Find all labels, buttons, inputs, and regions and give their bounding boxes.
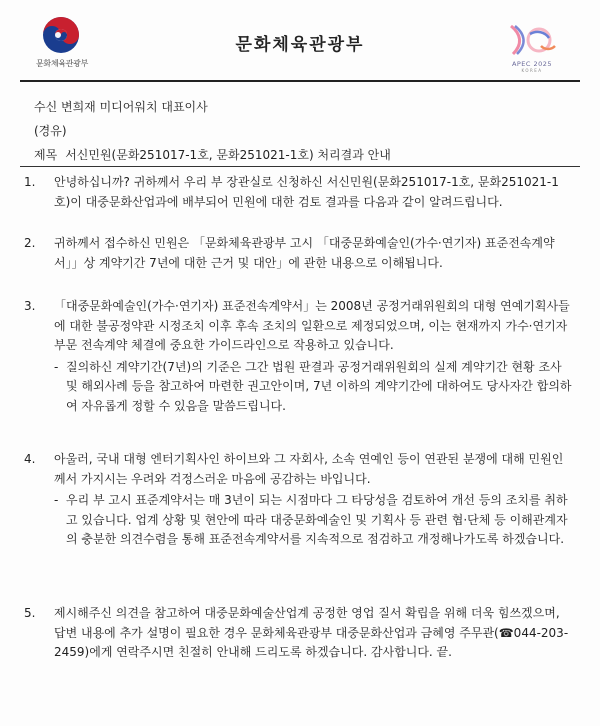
paragraph-2	[24, 234, 572, 273]
paragraph-5	[24, 604, 572, 663]
subpoint-text: 질의하신 계약기간(7년)의 기준은 그간 법원 판결과 공정거래위원회의 실제 계약기간 현황 조사 및 해외사례 등을 참고하여 마련한 권고안이며, 7년 이하의 계약기간에 대하여도 당사자간 합의하여 자유롭게 정할 수 있음을 말씀드립니다.	[66, 359, 572, 413]
paragraph-subpoint: - 질의하신 계약기간(7년)의 기준은 그간 법원 판결과 공정거래위원회의 실제 계약기간 현황 조사 및 해외사례 등을 참고하여 마련한 권고안이며, 7년 이하의 계약기간에 대하여도 당사자간 합의하여 자유롭게 정할 수 있음을 말씀드립니다.	[54, 358, 572, 417]
paragraph-3	[24, 297, 572, 416]
recipient-line: 수신 변희재 미디어워치 대표이사	[34, 100, 208, 114]
subject-line	[34, 146, 391, 163]
paragraph-number: 4.	[24, 452, 36, 466]
paragraph-number: 2.	[24, 236, 36, 250]
apec-logo-subtext: KOREA	[521, 68, 543, 73]
apec-logo	[497, 20, 567, 75]
subject-divider	[20, 166, 580, 167]
ministry-logo-text: 문화체육관광부	[36, 59, 88, 68]
paragraph-subpoint: - 우리 부 고시 표준계약서는 매 3년이 되는 시점마다 그 타당성을 검토하여 개선 등의 조치를 취하고 있습니다. 업계 상황 및 현안에 따라 대중문화예술인 및 기획사 등 관련 협·단체 등 이해관계자의 충분한 의견수렴을 통해 표준전속계약서를 지속적으로 점검하고 개정해나가도록 하겠습니다.	[54, 491, 572, 550]
paragraph-number: 1.	[24, 175, 36, 189]
subpoint-text: 우리 부 고시 표준계약서는 매 3년이 되는 시점마다 그 타당성을 검토하여 개선 등의 조치를 취하고 있습니다. 업계 상황 및 현안에 따라 대중문화예술인 및 기획사 등 관련 협·단체 등 이해관계자의 충분한 의견수렴을 통해 표준전속계약서를 지속적으로 점검하고 개정해나가도록 하겠습니다.	[66, 493, 568, 546]
paragraph-text: 안녕하십니까? 귀하께서 우리 부 장관실로 신청하신 서신민원(문화251017-1호, 문화251021-1호)이 대중문화산업과에 배부되어 민원에 대한 검토 결과를 다음과 같이 알려드립니다.	[54, 175, 559, 209]
subject-text: 서신민원(문화251017-1호, 문화251021-1호) 처리결과 안내	[65, 148, 391, 162]
paragraph-1	[24, 173, 572, 212]
paragraph-number: 3.	[24, 299, 36, 313]
subject-label: 제목	[34, 148, 58, 162]
apec-emblem-icon	[497, 20, 567, 60]
paragraph-text: 「대중문화예술인(가수·연기자) 표준전속계약서」는 2008년 공정거래위원회의 대형 연예기획사들에 대한 불공정약관 시정조치 이후 후속 조치의 일환으로 제정되었으며, 이는 현재까지 가수·연기자 부문 전속계약 체결에 중요한 가이드라인으로 작용하고 있습니다.	[54, 299, 570, 352]
paragraph-text: 제시해주신 의견을 참고하여 대중문화예술산업계 공정한 영업 질서 확립을 위해 더욱 힘쓰겠으며, 답변 내용에 추가 설명이 필요한 경우 문화체육관광부 대중문화산업과 금혜영 주무관(☎044-203-2459)에게 연락주시면 친절히 안내해 드리도록 하겠습니다. 감사합니다. 끝.	[54, 606, 569, 659]
apec-logo-text: APEC 2025	[511, 60, 553, 68]
header-divider	[20, 80, 580, 82]
paragraph-text: 귀하께서 접수하신 민원은 「문화체육관광부 고시 「대중문화예술인(가수·연기자) 표준전속계약서」」상 계약기간 7년에 대한 근거 및 대안」에 관한 내용으로 이해됩니다.	[54, 236, 555, 270]
letterhead-title: 문화체육관광부	[235, 35, 365, 55]
via-line: (경유)	[34, 124, 67, 138]
paragraph-number: 5.	[24, 606, 36, 620]
paragraph-text: 아울러, 국내 대형 엔터기획사인 하이브와 그 자회사, 소속 연예인 등이 연관된 분쟁에 대해 민원인께서 가지시는 우려와 걱정스러운 마음에 공감하는 바입니다.	[54, 452, 564, 486]
paragraph-4	[24, 450, 572, 550]
